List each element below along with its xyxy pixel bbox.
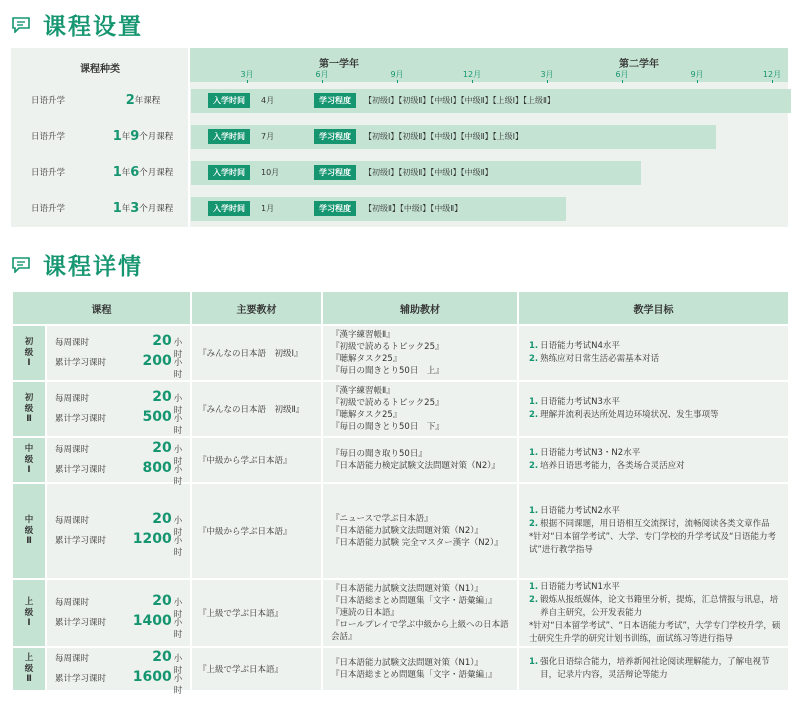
level-tag: 学习程度 [314,165,356,180]
hours-cell [46,325,191,381]
plan-row-1y3m [11,194,788,222]
table-row [12,647,789,691]
month-tick [247,80,248,83]
total-hours: 累计学习课时 1600 小时 [55,669,183,696]
goal-item: 1. 日语能力考试N2水平 [529,506,620,516]
aux-item: 『日本語能力試験文法問題対策（N2）』 [331,526,484,536]
plan-duration: 1 年 6 个月课程 [112,164,174,180]
table-row [12,437,789,483]
table-row [12,579,789,647]
level-cell: 中 级 Ⅰ [12,437,46,483]
goal-item: 2. 根据不同课题，用日语相互交流探讨，流畅阅读各类文章作品 [529,519,770,529]
entry-value: 1月 [261,204,275,213]
teaching-goals [518,381,789,437]
month-label: 6月 [615,70,629,79]
goal-item: 2. 培养日语思考能力，各类场合灵活应对 [529,461,685,471]
month-label: 9月 [390,70,404,79]
plan-duration: 1 年 3 个月课程 [112,200,174,216]
goal-note: *针对“日本留学考试”、大学、专门学校的升学考试及“日语能力考试”进行教学指导 [529,532,776,555]
plan-kind: 日语升学 [31,204,66,214]
aux-item: 『日本語能力試験文法問題対策（N1）』 [331,658,484,668]
entry-tag: 入学时间 [208,93,250,108]
plan-kind: 日语升学 [31,96,66,106]
chat-bubble-icon [11,17,31,33]
main-material: 『中級から学ぶ日本語』 [191,483,322,579]
table-row [12,381,789,437]
aux-item: 『毎日の聞きとり50日 下』 [331,422,444,432]
aux-item: 『日本語総まとめ問題集「文字・語彙編」』 [331,670,497,680]
aux-item: 『日本語能力試験文法問題対策（N1）』 [331,584,484,594]
total-hours: 累计学习课时 1400 小时 [55,613,183,640]
main-material: 『上級で学ぶ日本語』 [191,647,322,691]
level-tag: 学习程度 [314,201,356,216]
weekly-hours: 每周课时 20 小时 [55,593,183,620]
table-header-row [12,291,789,325]
plan-row-1y6m [11,158,788,186]
year-label-2: 第二学年 [619,59,659,70]
weekly-hours: 每周课时 20 小时 [55,440,183,467]
entry-tag: 入学时间 [208,129,250,144]
goal-item: 1. 日语能力考试N3・N2水平 [529,448,641,458]
setup-title: 课程设置 [43,13,143,40]
levels-value: 【初级Ⅱ】【中级Ⅰ】【中级Ⅱ】 [364,204,463,213]
main-material: 『中級から学ぶ日本語』 [191,437,322,483]
hours-cell [46,437,191,487]
chat-bubble-icon [11,257,31,273]
goal-item: 1. 日语能力考试N3水平 [529,397,620,407]
plan-kind: 日语升学 [31,132,66,142]
plan-row-1y9m [11,122,788,150]
month-tick [772,80,773,83]
aux-item: 『速読の日本語』 [331,608,400,618]
goal-item: 1. 日语能力考试N4水平 [529,341,620,351]
details-title: 课程详情 [43,253,143,280]
aux-item: 『日本語能力検定試験文法問題対策（N2）』 [331,461,501,471]
entry-tag: 入学时间 [208,201,250,216]
course-setup-block [11,48,788,227]
month-tick [472,80,473,83]
teaching-goals [518,647,789,691]
month-label: 3月 [240,70,254,79]
level-tag: 学习程度 [314,93,356,108]
level-cell: 初 级 Ⅰ [12,325,46,381]
month-label: 3月 [540,70,554,79]
aux-item: 『初級で読めるトピック25』 [331,398,444,408]
goal-note: *针对“日本留学考试”、“日本语能力考试”，大学专门学校升学，硕士研究生升学的研究计划书训练，面试练习等进行指导 [529,620,781,644]
plan-duration: 1 年 9 个月课程 [112,128,174,144]
aux-item: 『聴解タスク25』 [331,354,402,364]
goal-item: 2. 锻炼从报纸媒体，论文书籍里分析，提炼，汇总情报与讯息，培养自主研究，公开发表能力 [529,594,779,618]
aux-item: 『毎日の聞きとり50日 上』 [331,366,444,376]
goal-item: 1. 日语能力考试N1水平 [529,581,620,592]
month-tick [322,80,323,83]
col-header-aux: 辅助教材 [322,291,518,325]
table-row [12,483,789,579]
teaching-goals [518,325,789,381]
col-header-course: 课程 [12,291,191,325]
plan-row-2y [11,86,788,114]
entry-value: 4月 [261,96,275,105]
level-cell: 上 级 Ⅰ [12,579,46,647]
aux-item: 『日本語総まとめ問題集「文字・語彙編」』 [331,596,497,606]
weekly-hours: 每周课时 20 小时 [55,389,183,416]
aux-materials [322,437,518,483]
teaching-goals [518,483,789,579]
month-label: 12月 [462,70,482,79]
entry-value: 7月 [261,132,275,141]
weekly-hours: 每周课时 20 小时 [55,649,183,676]
goal-item: 2. 熟练应对日常生活必需基本对话 [529,354,660,364]
aux-item: 『ロールプレイで学ぶ中級から上級への日本語会話』 [331,620,509,642]
month-tick [547,80,548,83]
levels-value: 【初级Ⅰ】【初级Ⅱ】【中级Ⅰ】【中级Ⅱ】【上级Ⅰ】【上级Ⅱ】 [364,96,555,105]
aux-item: 『聴解タスク25』 [331,410,402,420]
level-tag: 学习程度 [314,129,356,144]
year-label-1: 第一学年 [319,59,359,70]
month-tick [697,80,698,83]
setup-section-heading [11,8,143,41]
total-hours: 累计学习课时 200 小时 [55,353,183,380]
aux-item: 『漢字練習帳Ⅱ』 [331,386,395,396]
hours-cell [46,647,191,696]
total-hours: 累计学习课时 1200 小时 [55,531,183,558]
aux-materials [322,579,518,647]
teaching-goals [518,579,789,647]
main-material: 『上級で学ぶ日本語』 [191,579,322,647]
levels-value: 【初级Ⅰ】【初级Ⅱ】【中级Ⅰ】【中级Ⅱ】【上级Ⅰ】 [364,132,523,141]
goal-item: 2. 理解并流利表达所处周边环境状况、发生事项等 [529,410,719,420]
month-label: 6月 [315,70,329,79]
levels-value: 【初级Ⅰ】【初级Ⅱ】【中级Ⅰ】【中级Ⅱ】 [364,168,493,177]
col-header-main: 主要教材 [191,291,322,325]
month-tick [397,80,398,83]
hours-cell [46,579,191,647]
level-cell: 中 级 Ⅱ [12,483,46,579]
plan-kind: 日语升学 [31,168,66,178]
teaching-goals [518,437,789,483]
aux-item: 『初級で読めるトピック25』 [331,342,444,352]
aux-materials [322,381,518,437]
goal-item: 1. 强化日语综合能力，培养新闻社论阅读理解能力，了解电视节目，记录片内容，灵活辩论等能力 [529,657,770,680]
col-header-goal: 教学目标 [518,291,789,325]
table-row [12,325,789,381]
total-hours: 累计学习课时 800 小时 [55,460,183,487]
aux-materials [322,647,518,691]
weekly-hours: 每周课时 20 小时 [55,333,183,360]
hours-cell [46,381,191,437]
aux-materials [322,325,518,381]
entry-tag: 入学时间 [208,165,250,180]
month-label: 12月 [762,70,782,79]
entry-value: 10月 [261,168,280,177]
hours-cell [46,483,191,579]
plan-duration: 2 年课程 [125,92,161,108]
main-material: 『みんなの日本語 初级Ⅰ』 [191,325,322,381]
main-material: 『みんなの日本語 初级Ⅱ』 [191,381,322,437]
aux-item: 『ニュースで学ぶ日本語』 [331,514,433,524]
aux-item: 『毎日の聞き取り50日』 [331,449,427,459]
aux-materials [322,483,518,579]
kind-header: 课程种类 [80,63,120,75]
total-hours: 累计学习课时 500 小时 [55,409,183,436]
weekly-hours: 每周课时 20 小时 [55,511,183,538]
month-label: 9月 [690,70,704,79]
level-cell: 初 级 Ⅱ [12,381,46,437]
details-section-heading [11,248,143,281]
aux-item: 『漢字練習帳Ⅱ』 [331,330,395,340]
month-tick [622,80,623,83]
aux-item: 『日本語能力試験 完全マスター漢字（N2）』 [331,538,503,548]
level-cell: 上 级 Ⅱ [12,647,46,691]
course-details-table [11,290,790,696]
